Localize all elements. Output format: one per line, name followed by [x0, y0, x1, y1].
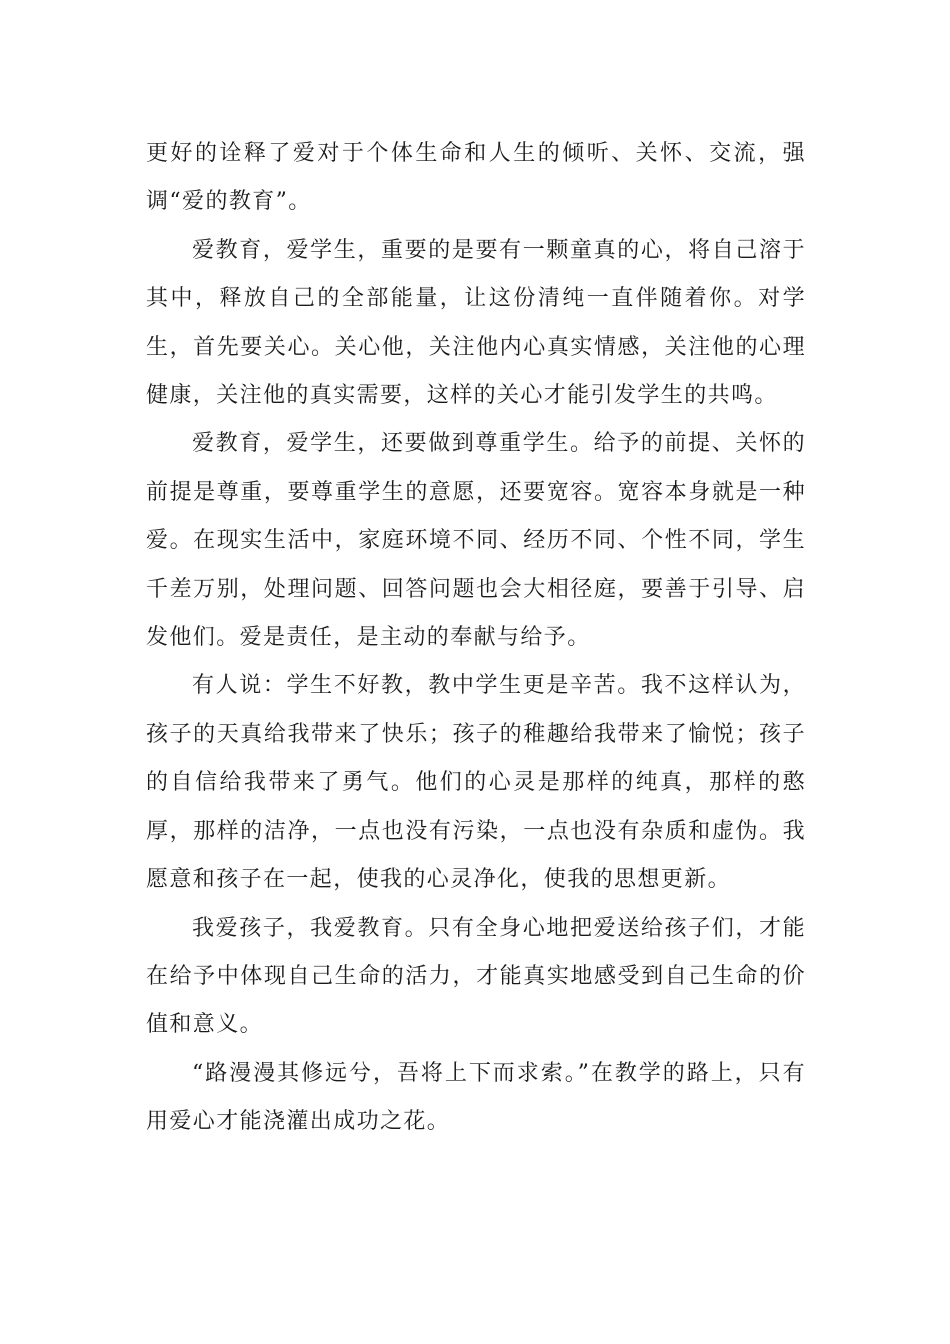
paragraph-respect-students: 爱教育，爱学生，还要做到尊重学生。给予的前提、关怀的前提是尊重，要尊重学生的意愿，还要宽容。宽容本身就是一种爱。在现实生活中，家庭环境不同、经历不同、个性不同，学生千差万别，处理问题、回答问题也会大相径庭，要善于引导、启发他们。爱是责任，是主动的奉献与给予。: [146, 431, 806, 651]
paragraph-childlike-heart: 爱教育，爱学生，重要的是要有一颗童真的心，将自己溶于其中，释放自己的全部能量，让这份清纯一直伴随着你。对学生，首先要关心。关心他，关注他内心真实情感，关注他的心理健康，关注他的真实需要，这样的关心才能引发学生的共鸣。: [146, 237, 806, 409]
paragraph-love-education: 我爱孩子，我爱教育。只有全身心地把爱送给孩子们，才能在给予中体现自己生命的活力，才能真实地感受到自己生命的价值和意义。: [146, 915, 806, 1038]
paragraph-closing-quote: “路漫漫其修远兮，吾将上下而求索。”在教学的路上，只有用爱心才能浇灌出成功之花。: [146, 1060, 806, 1135]
document-body: [146, 130, 806, 1147]
paragraph-teaching-joy: 有人说：学生不好教，教中学生更是辛苦。我不这样认为，孩子的天真给我带来了快乐；孩子的稚趣给我带来了愉悦；孩子的自信给我带来了勇气。他们的心灵是那样的纯真，那样的憨厚，那样的洁净，一点也没有污染，一点也没有杂质和虚伪。我愿意和孩子在一起，使我的心灵净化，使我的思想更新。: [146, 673, 806, 893]
paragraph-continuation: 更好的诠释了爱对于个体生命和人生的倾听、关怀、交流，强调“爱的教育”。: [146, 141, 806, 215]
